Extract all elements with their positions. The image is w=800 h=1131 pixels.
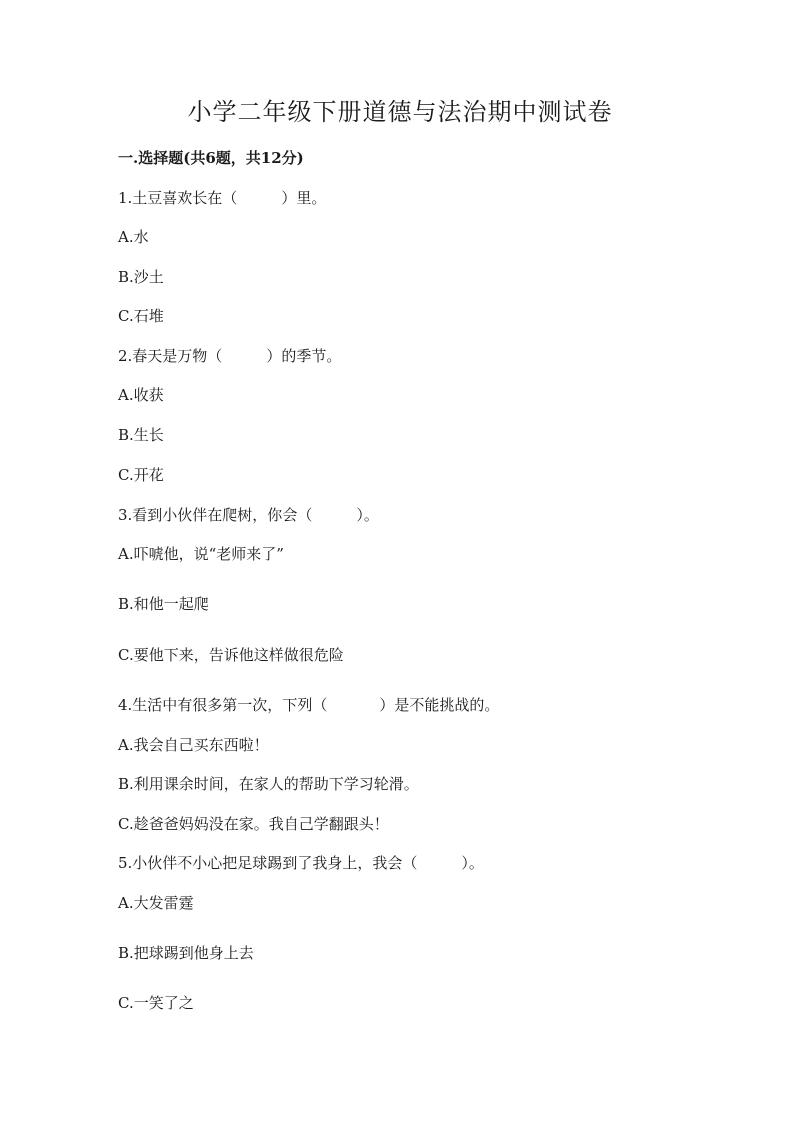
question-2-option-c: C.开花 — [118, 466, 164, 484]
question-5-stem — [118, 853, 484, 873]
question-stem-before: 2.春天是万物（ — [118, 347, 223, 365]
question-3-option-a: A.吓唬他，说“老师来了” — [118, 545, 284, 563]
section-header: 一.选择题(共6题，共12分) — [118, 149, 304, 167]
question-5-option-a: A.大发雷霆 — [118, 894, 194, 912]
question-1-stem — [118, 188, 326, 208]
question-1-option-b: B.沙土 — [118, 268, 164, 286]
question-3-stem — [118, 505, 379, 525]
question-stem-after: ）的季节。 — [266, 347, 342, 365]
question-stem-before: 4.生活中有很多第一次，下列（ — [118, 696, 328, 714]
question-1-option-a: A.水 — [118, 228, 149, 246]
question-stem-after: ）。 — [461, 854, 484, 872]
question-2-option-b: B.生长 — [118, 426, 164, 444]
question-3-option-b: B.和他一起爬 — [118, 595, 209, 613]
question-4-stem — [118, 695, 499, 715]
question-2-option-a: A.收获 — [118, 386, 164, 404]
question-4-option-b: B.利用课余时间，在家人的帮助下学习轮滑。 — [118, 775, 419, 793]
page-title: 小学二年级下册道德与法治期中测试卷 — [187, 98, 613, 126]
question-5-option-c: C.一笑了之 — [118, 994, 194, 1012]
question-stem-before: 3.看到小伙伴在爬树，你会（ — [118, 506, 313, 524]
question-stem-after: ）里。 — [281, 189, 327, 207]
question-stem-before: 1.土豆喜欢长在（ — [118, 189, 238, 207]
question-4-option-c: C.趁爸爸妈妈没在家。我自己学翻跟头！ — [118, 815, 389, 833]
question-1-option-c: C.石堆 — [118, 307, 164, 325]
question-stem-before: 5.小伙伴不小心把足球踢到了我身上，我会（ — [118, 854, 418, 872]
question-stem-after: ）是不能挑战的。 — [379, 696, 500, 714]
question-2-stem — [118, 346, 341, 366]
question-stem-after: ）。 — [356, 506, 379, 524]
question-4-option-a: A.我会自己买东西啦！ — [118, 736, 269, 754]
question-5-option-b: B.把球踢到他身上去 — [118, 944, 254, 962]
question-3-option-c: C.要他下来，告诉他这样做很危险 — [118, 646, 344, 664]
